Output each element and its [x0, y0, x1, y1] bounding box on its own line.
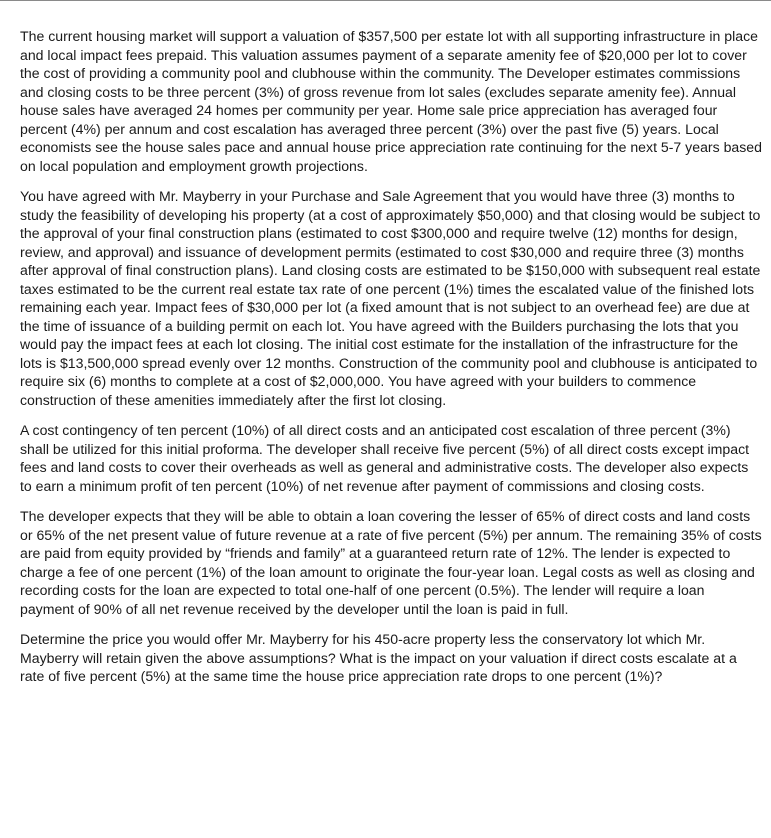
- paragraph-purchase-agreement: You have agreed with Mr. Mayberry in your Purchase and Sale Agreement that you would have three (3) months to study the feasibility of developing his property (at a cost of approximately $50,000) and that closing would be subject to the approval of your final construction plans (estimated to cost $300,000 and require twelve (12) months for design, review, and approval) and issuance of development permits (estimated to cost $30,000 and require three (3) months after approval of final construction plans). Land closing costs are estimated to be $150,000 with subsequent real estate taxes estimated to be the current real estate tax rate of one percent (1%) times the escalated value of the finished lots remaining each year. Impact fees of $30,000 per lot (a fixed amount that is not subject to an overhead fee) are due at the time of issuance of a building permit on each lot. You have agreed with the Builders purchasing the lots that you would pay the impact fees at each lot closing. The initial cost estimate for the installation of the infrastructure for the lots is $13,500,000 spread evenly over 12 months. Construction of the community pool and clubhouse is anticipated to require six (6) months to complete at a cost of $2,000,000. You have agreed with your builders to commence construction of these amenities immediately after the first lot closing.: [20, 188, 761, 408]
- paragraph-loan-terms: The developer expects that they will be able to obtain a loan covering the lesser of 65% of direct costs and land costs or 65% of the net present value of future revenue at a rate of five percent (5%) per annum. The remaining 35% of costs are paid from equity provided by “friends and family” at a guaranteed return rate of 12%. The lender is expected to charge a fee of one percent (1%) of the loan amount to originate the four-year loan. Legal costs as well as closing and recording costs for the loan are expected to total one-half of one percent (0.5%). The lender will require a loan payment of 90% of all net revenue received by the developer until the loan is paid in full.: [20, 508, 762, 617]
- top-border-line: [0, 0, 771, 1]
- paragraph-market-assumptions: The current housing market will support a valuation of $357,500 per estate lot with all supporting infrastructure in place and local impact fees prepaid. This valuation assumes payment of a separate amenity fee of $20,000 per lot to cover the cost of providing a community pool and clubhouse within the community. The Developer estimates commissions and closing costs to be three percent (3%) of gross revenue from lot sales (excludes separate amenity fee). Annual house sales have averaged 24 homes per community per year. Home sale price appreciation has averaged four percent (4%) per annum and cost escalation has averaged three percent (3%) over the past five (5) years. Local economists see the house sales pace and annual house price appreciation rate continuing for the next 5-7 years based on local population and employment growth projections.: [20, 28, 762, 174]
- document-body: [20, 27, 762, 698]
- paragraph-question: Determine the price you would offer Mr. Mayberry for his 450-acre property less the conservatory lot which Mr. Mayberry will retain given the above assumptions? What is the impact on your valuation if direct costs escalate at a rate of five percent (5%) at the same time the house price appreciation rate drops to one percent (1%)?: [20, 631, 737, 684]
- paragraph-cost-contingency: A cost contingency of ten percent (10%) of all direct costs and an anticipated cost escalation of three percent (3%) shall be utilized for this initial proforma. The developer shall receive five percent (5%) of all direct costs except impact fees and land costs to cover their overheads as well as general and administrative costs. The developer also expects to earn a minimum profit of ten percent (10%) of net revenue after payment of commissions and closing costs.: [20, 422, 750, 494]
